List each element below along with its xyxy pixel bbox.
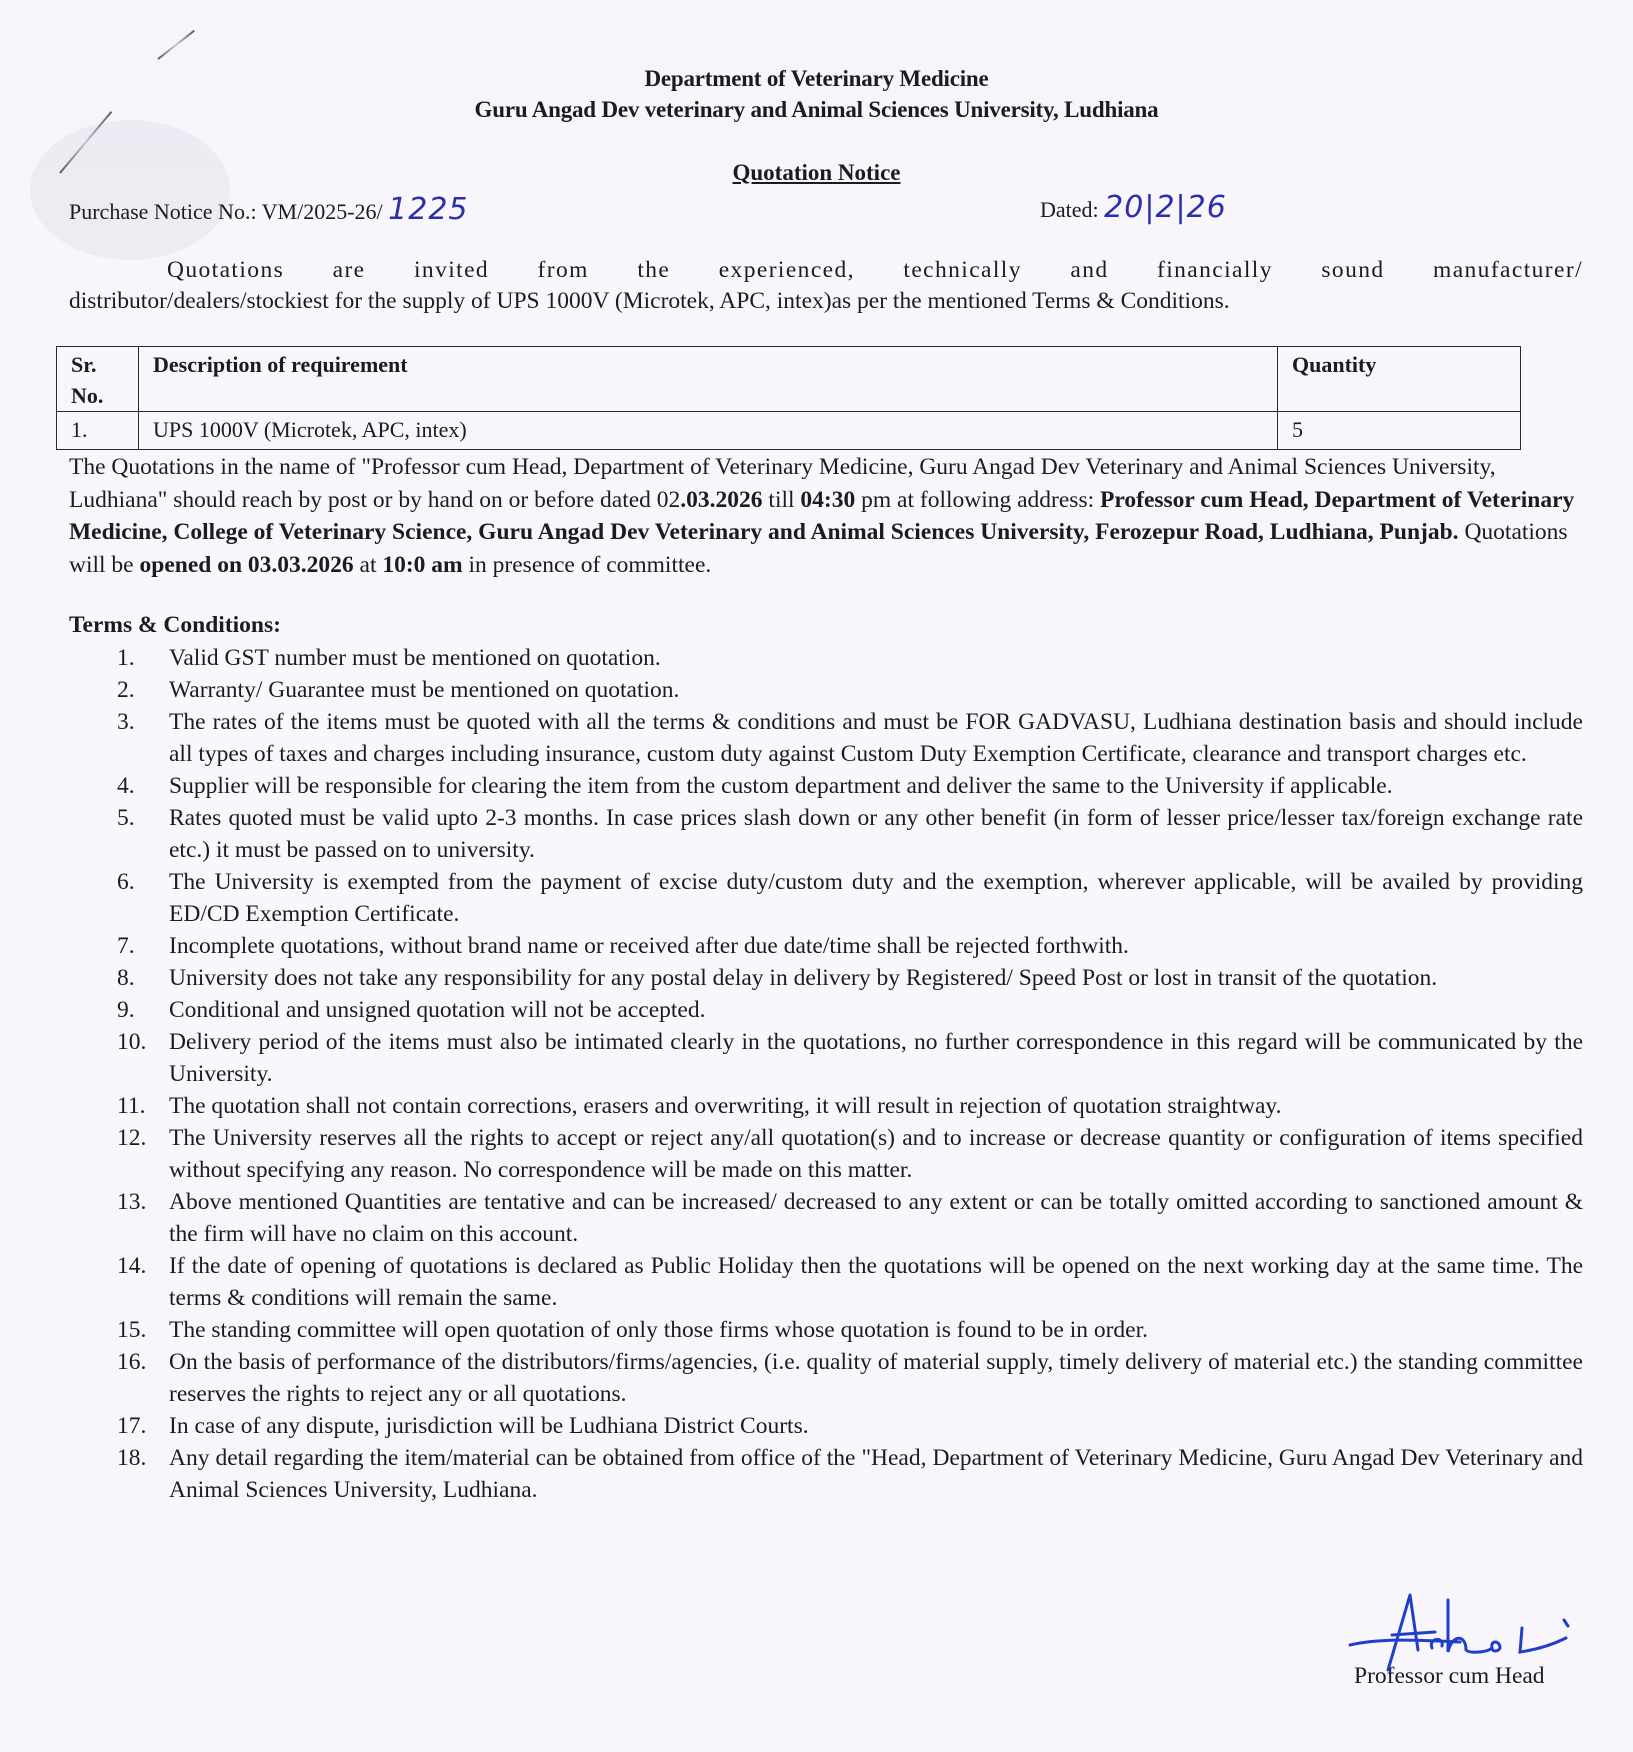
term-item [69, 1410, 1583, 1442]
purchase-notice-label: Purchase Notice No.: VM/2025-26/ [69, 199, 383, 224]
submission-text: Quotations will be [69, 519, 1568, 578]
term-text: In case of any dispute, jurisdiction will be Ludhiana District Courts. [169, 1413, 809, 1439]
term-number: 9. [117, 997, 135, 1023]
intro-line-2: distributor/dealers/stockiest for the supply of UPS 1000V (Microtek, APC, intex)as per the mentioned Terms & Conditions. [69, 288, 1230, 314]
due-time: 04:30 [800, 486, 856, 513]
term-number: 13. [117, 1189, 147, 1215]
term-text: Above mentioned Quantities are tentative and can be increased/ decreased to any extent or can be totally omitted according to sanctioned amount & the firm will have no claim on this account. [169, 1189, 1583, 1247]
term-number: 16. [117, 1349, 147, 1375]
term-number: 3. [117, 709, 135, 735]
term-number: 5. [117, 805, 135, 831]
term-item [69, 1090, 1583, 1122]
term-text: Incomplete quotations, without brand name or received after due date/time shall be rejected forthwith. [169, 933, 1129, 959]
table-row [57, 412, 1521, 450]
term-number: 2. [117, 677, 135, 703]
term-number: 11. [117, 1093, 146, 1119]
term-text: Supplier will be responsible for clearing the item from the custom department and deliver the same to the University if applicable. [169, 773, 1393, 799]
term-item [69, 1122, 1583, 1186]
term-item [69, 994, 1583, 1026]
term-item [69, 1250, 1583, 1314]
term-text: The University reserves all the rights to accept or reject any/all quotation(s) and to increase or decrease quantity or configuration of items specified without specifying any reason. No correspondence will be made on this matter. [169, 1125, 1583, 1183]
dated-line [1040, 190, 1227, 225]
paper-smudge [30, 120, 230, 260]
term-number: 15. [117, 1317, 147, 1343]
cell-quantity: 5 [1278, 412, 1521, 450]
submission-text: at [353, 551, 383, 578]
submission-text: till [762, 486, 801, 513]
term-item [69, 770, 1583, 802]
term-number: 14. [117, 1253, 147, 1279]
term-item [69, 802, 1583, 866]
terms-title: Terms & Conditions: [69, 612, 281, 638]
submission-text: The Quotations in the name of "Professor cum Head, Department of Veterinary Medicine, Guru Angad Dev Veterinary and Animal Sciences University, Ludhiana" should reach by post or by hand on or before dated 02 [69, 454, 1496, 513]
submission-paragraph [69, 451, 1583, 581]
term-text: The quotation shall not contain corrections, erasers and overwriting, it will result in rejection of quotation straightway. [169, 1093, 1282, 1119]
staple-pin-top [157, 30, 194, 60]
term-item [69, 642, 1583, 674]
term-item [69, 1314, 1583, 1346]
department-heading: Department of Veterinary Medicine [644, 66, 989, 91]
term-item [69, 962, 1583, 994]
submission-text: in presence of committee. [462, 551, 712, 578]
term-number: 1. [117, 645, 135, 671]
term-text: The University is exempted from the payment of excise duty/custom duty and the exemption, wherever applicable, will be availed by providing ED/CD Exemption Certificate. [169, 869, 1583, 927]
term-number: 18. [117, 1445, 147, 1471]
submission-text: pm at following address: [855, 486, 1101, 513]
header-sr-no: Sr. No. [57, 347, 139, 412]
term-text: Rates quoted must be valid upto 2-3 months. In case prices slash down or any other benefit (in form of lesser price/lesser tax/foreign exchange rate etc.) it must be passed on to university. [169, 805, 1583, 863]
term-item [69, 1186, 1583, 1250]
dated-handwritten: 20|2|26 [1104, 190, 1227, 225]
term-text: The standing committee will open quotation of only those firms whose quotation is found to be in order. [169, 1317, 1149, 1343]
term-number: 4. [117, 773, 135, 799]
term-text: University does not take any responsibility for any postal delay in delivery by Registered/ Speed Post or lost in transit of the quotation. [169, 965, 1438, 991]
table-header-row [57, 347, 1521, 412]
term-item [69, 866, 1583, 930]
cell-sr-no: 1. [57, 412, 139, 450]
terms-list [69, 642, 1583, 1506]
submission-address: Professor cum Head, Department of Veterinary Medicine, College of Veterinary Science, Guru Angad Dev Veterinary and Animal Sciences University, Ferozepur Road, Ludhiana, Punjab. [69, 486, 1575, 545]
intro-paragraph [69, 255, 1583, 317]
university-heading: Guru Angad Dev veterinary and Animal Sciences University, Ludhiana [474, 97, 1159, 122]
term-number: 8. [117, 965, 135, 991]
header-description: Description of requirement [139, 347, 1278, 412]
signatory-title: Professor cum Head [1354, 1663, 1545, 1689]
term-text: The rates of the items must be quoted with all the terms & conditions and must be FOR GADVASU, Ludhiana destination basis and should include all types of taxes and charges including insurance, custom duty against Custom Duty Exemption Certificate, clearance and transport charges etc. [169, 709, 1583, 767]
term-text: Delivery period of the items must also be intimated clearly in the quotations, no further correspondence in this regard will be communicated by the University. [169, 1029, 1583, 1087]
requirements-table [56, 346, 1521, 450]
opening-time: 10:0 am [382, 551, 463, 578]
notice-title: Quotation Notice [732, 160, 901, 185]
term-text: If the date of opening of quotations is declared as Public Holiday then the quotations will be opened on the next working day at the same time. The terms & conditions will remain the same. [169, 1253, 1583, 1311]
intro-line-1: Quotations are invited from the experienced, technically and financially sound manufacturer/ [167, 257, 1583, 283]
term-item [69, 1442, 1583, 1506]
cell-description: UPS 1000V (Microtek, APC, intex) [139, 412, 1278, 450]
dated-label: Dated: [1040, 197, 1099, 222]
term-number: 7. [117, 933, 135, 959]
term-number: 17. [117, 1413, 147, 1439]
term-text: Conditional and unsigned quotation will not be accepted. [169, 997, 706, 1023]
purchase-notice-line [69, 192, 469, 227]
term-text: Warranty/ Guarantee must be mentioned on quotation. [169, 677, 680, 703]
term-number: 10. [117, 1029, 147, 1055]
term-number: 12. [117, 1125, 147, 1151]
due-date: .03.2026 [680, 486, 763, 513]
term-item [69, 930, 1583, 962]
term-item [69, 674, 1583, 706]
term-item [69, 1026, 1583, 1090]
purchase-notice-number-handwritten: 1225 [388, 192, 469, 227]
term-text: Valid GST number must be mentioned on quotation. [169, 645, 661, 671]
term-item [69, 1346, 1583, 1410]
term-number: 6. [117, 869, 135, 895]
term-text: On the basis of performance of the distributors/firms/agencies, (i.e. quality of material supply, timely delivery of material etc.) the standing committee reserves the rights to reject any or all quotations. [169, 1349, 1583, 1407]
header-quantity: Quantity [1278, 347, 1521, 412]
term-item [69, 706, 1583, 770]
term-text: Any detail regarding the item/material can be obtained from office of the "Head, Department of Veterinary Medicine, Guru Angad Dev Veterinary and Animal Sciences University, Ludhiana. [169, 1445, 1583, 1503]
opening-date: opened on 03.03.2026 [139, 551, 354, 578]
